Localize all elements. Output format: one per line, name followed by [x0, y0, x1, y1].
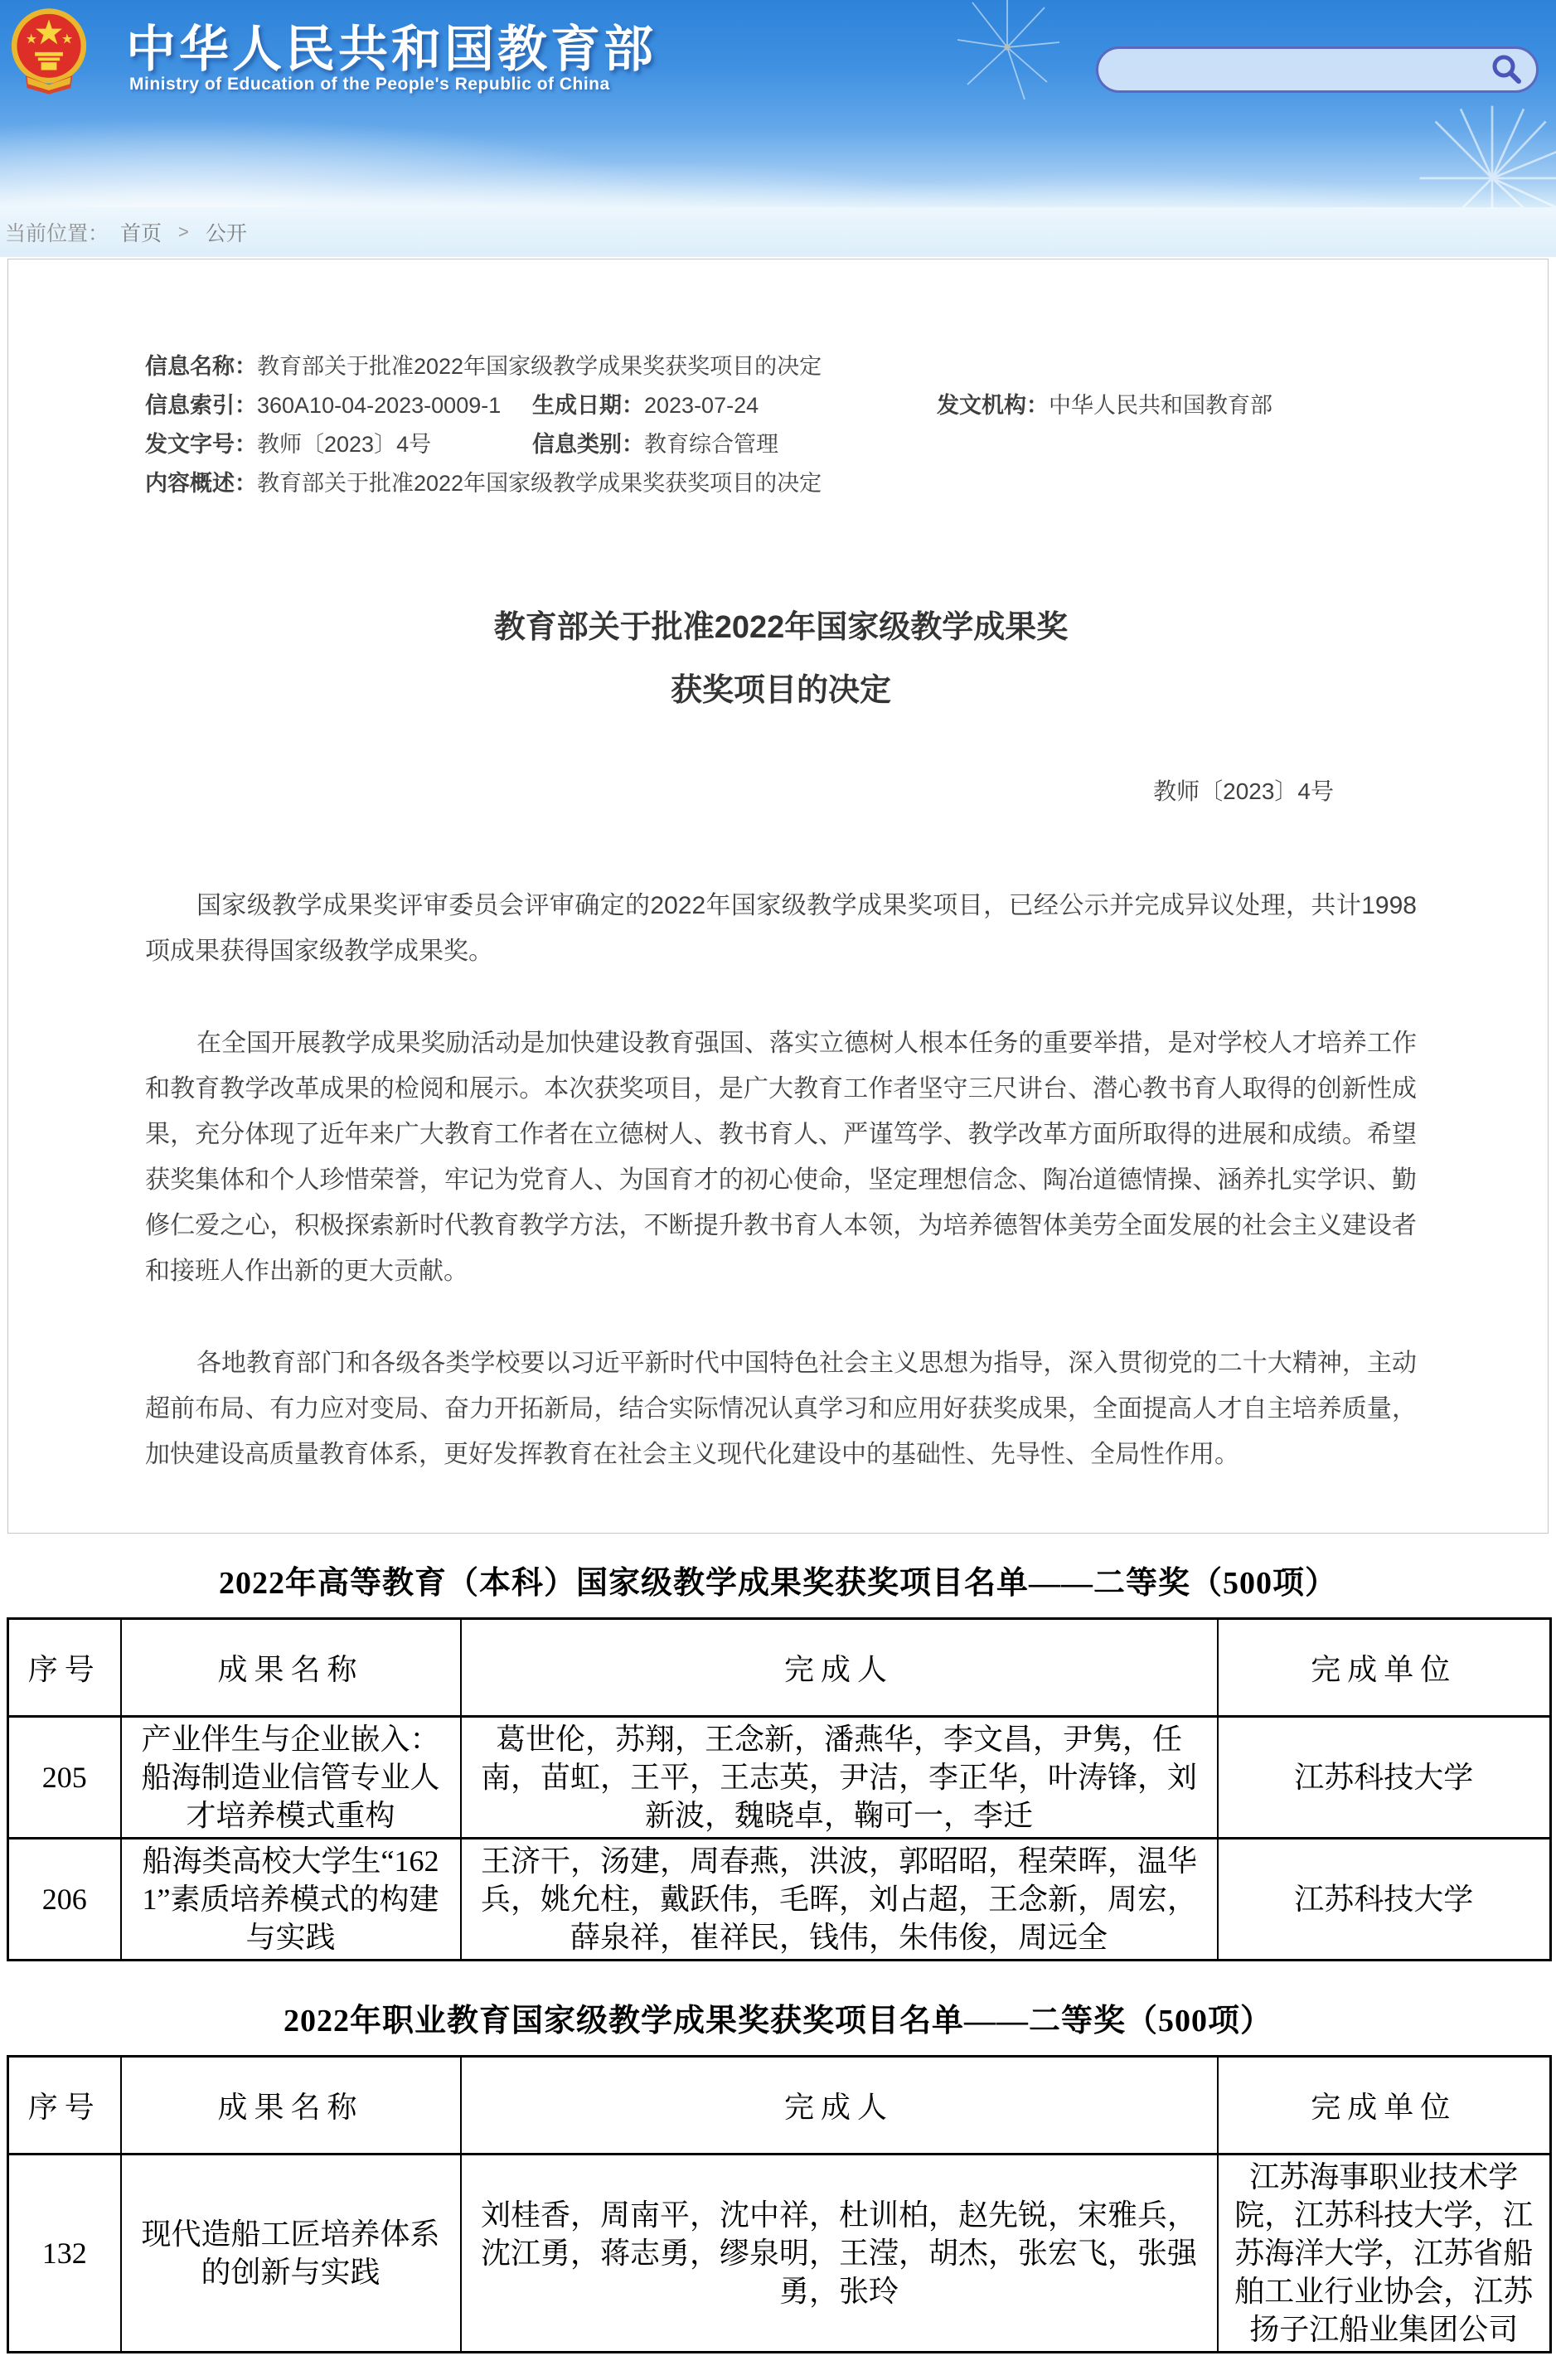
breadcrumb-separator: > [178, 221, 189, 242]
document-panel [7, 259, 1549, 1534]
breadcrumb-home-link[interactable]: 首页 [120, 222, 162, 245]
table-row [8, 1839, 1551, 1961]
col-header-contributors: 完成人 [461, 1619, 1218, 1717]
col-header-institution: 完成单位 [1218, 1619, 1551, 1717]
col-header-serial: 序号 [8, 1619, 121, 1717]
search-input[interactable] [1118, 52, 1488, 87]
site-header [0, 0, 1556, 207]
site-title: 中华人民共和国教育部 [126, 22, 657, 77]
meta-name-value: 教育部关于批准2022年国家级教学成果奖获奖项目的决定 [257, 354, 822, 379]
document-meta [145, 347, 1417, 503]
breadcrumb-prefix: 当前位置： [5, 222, 109, 245]
table-row [8, 1717, 1551, 1839]
serial-cell: 206 [8, 1839, 121, 1961]
meta-index-value: 360A10-04-2023-0009-1 [257, 393, 502, 418]
table-header-row [8, 2057, 1551, 2155]
table-header-row [8, 1619, 1551, 1717]
serial-cell: 205 [8, 1717, 121, 1839]
meta-docno-value: 教师〔2023〕4号 [257, 432, 432, 457]
paragraph: 在全国开展教学成果奖励活动是加快建设教育强国、落实立德树人根本任务的重要举措，是对学校人才培养工作和教育教学改革成果的检阅和展示。本次获奖项目，是广大教育工作者坚守三尺讲台、潜心教书育人取得的创新性成果，充分体现了近年来广大教育工作者在立德树人、教书育人、严谨笃学、教学改革方面所取得的进展和成绩。希望获奖集体和个人珍惜荣誉，牢记为党育人、为国育才的初心使命，坚定理想信念、陶冶道德情操、涵养扎实学识、勤修仁爱之心，积极探索新时代教育教学方法，不断提升教书育人本领，为培养德智体美劳全面发展的社会主义建设者和接班人作出新的更大贡献。 [145, 1030, 1417, 1285]
meta-category-value: 教育综合管理 [644, 432, 778, 457]
award-table-1-heading: 2022年高等教育（本科）国家级教学成果奖获奖项目名单——二等奖（500项） [218, 1566, 1337, 1601]
meta-agency-value: 中华人民共和国教育部 [1049, 393, 1272, 418]
achievement-name-cell: 产业伴生与企业嵌入：船海制造业信管专业人才培养模式重构 [121, 1717, 461, 1839]
serial-cell: 132 [8, 2155, 121, 2353]
institution-cell: 江苏海事职业技术学院，江苏科技大学，江苏海洋大学，江苏省船舶工业行业协会，江苏扬子江船业集团公司 [1218, 2155, 1551, 2353]
award-table-1 [7, 1617, 1552, 1961]
meta-date-value: 2023-07-24 [644, 393, 759, 418]
document-title-line2: 获奖项目的决定 [670, 673, 891, 708]
search-box [1096, 46, 1539, 93]
search-button[interactable] [1488, 51, 1524, 88]
site-subtitle-en: Ministry of Education of the People's Republic of China [129, 75, 610, 94]
col-header-achievement: 成果名称 [121, 2057, 461, 2155]
institution-cell: 江苏科技大学 [1218, 1839, 1551, 1961]
search-icon [1490, 52, 1523, 85]
col-header-serial: 序号 [8, 2057, 121, 2155]
meta-agency-label: 发文机构： [937, 393, 1049, 418]
col-header-contributors: 完成人 [461, 2057, 1218, 2155]
meta-summary-label: 内容概述： [145, 471, 257, 496]
col-header-achievement: 成果名称 [121, 1619, 461, 1717]
paragraph: 各地教育部门和各级各类学校要以习近平新时代中国特色社会主义思想为指导，深入贯彻党的二十大精神，主动超前布局、有力应对变局、奋力开拓新局，结合实际情况认真学习和应用好获奖成果，全面提高人才自主培养质量，加快建设高质量教育体系，更好发挥教育在社会主义现代化建设中的基础性、先导性、全局性作用。 [145, 1350, 1417, 1468]
meta-index-label: 信息索引： [145, 393, 257, 418]
paragraph: 国家级教学成果奖评审委员会评审确定的2022年国家级教学成果奖项目，已经公示并完成异议处理，共计1998项成果获得国家级教学成果奖。 [145, 892, 1417, 965]
meta-category-label: 信息类别： [532, 432, 644, 457]
dandelion-decoration [1413, 99, 1556, 207]
dandelion-decoration [945, 0, 1069, 109]
document-number: 教师〔2023〕4号 [1153, 778, 1334, 804]
achievement-name-cell: 现代造船工匠培养体系的创新与实践 [121, 2155, 461, 2353]
institution-cell: 江苏科技大学 [1218, 1717, 1551, 1839]
col-header-institution: 完成单位 [1218, 2057, 1551, 2155]
contributors-cell: 刘桂香，周南平，沈中祥，杜训柏，赵先锐，宋雅兵，沈江勇，蒋志勇，缪泉明，王滢，胡杰，张宏飞，张强勇，张玲 [461, 2155, 1218, 2353]
breadcrumb-public-link[interactable]: 公开 [205, 222, 247, 245]
document-body [145, 883, 1417, 1477]
achievement-name-cell: 船海类高校大学生“1621”素质培养模式的构建与实践 [121, 1839, 461, 1961]
contributors-cell: 王济干，汤建，周春燕，洪波，郭昭昭，程荣晖，温华兵，姚允柱，戴跃伟，毛晖，刘占超，王念新，周宏，薛泉祥，崔祥民，钱伟，朱伟俊，周远全 [461, 1839, 1218, 1961]
contributors-cell: 葛世伦，苏翔，王念新，潘燕华，李文昌，尹隽，任南，苗虹，王平，王志英，尹洁，李正华，叶涛锋，刘新波，魏晓卓，鞠可一，李迁 [461, 1717, 1218, 1839]
meta-docno-label: 发文字号： [145, 432, 257, 457]
table-row [8, 2155, 1551, 2353]
national-emblem-logo[interactable] [10, 7, 88, 95]
award-table-2 [7, 2055, 1552, 2353]
document-title [145, 596, 1417, 722]
national-emblem-icon [10, 7, 88, 95]
meta-name-label: 信息名称： [145, 354, 257, 379]
award-table-2-heading: 2022年职业教育国家级教学成果奖获奖项目名单——二等奖（500项） [283, 2004, 1272, 2038]
meta-summary-value: 教育部关于批准2022年国家级教学成果奖获奖项目的决定 [257, 471, 822, 496]
breadcrumb [0, 207, 1556, 257]
meta-date-label: 生成日期： [532, 393, 644, 418]
document-title-line1: 教育部关于批准2022年国家级教学成果奖 [493, 610, 1069, 645]
